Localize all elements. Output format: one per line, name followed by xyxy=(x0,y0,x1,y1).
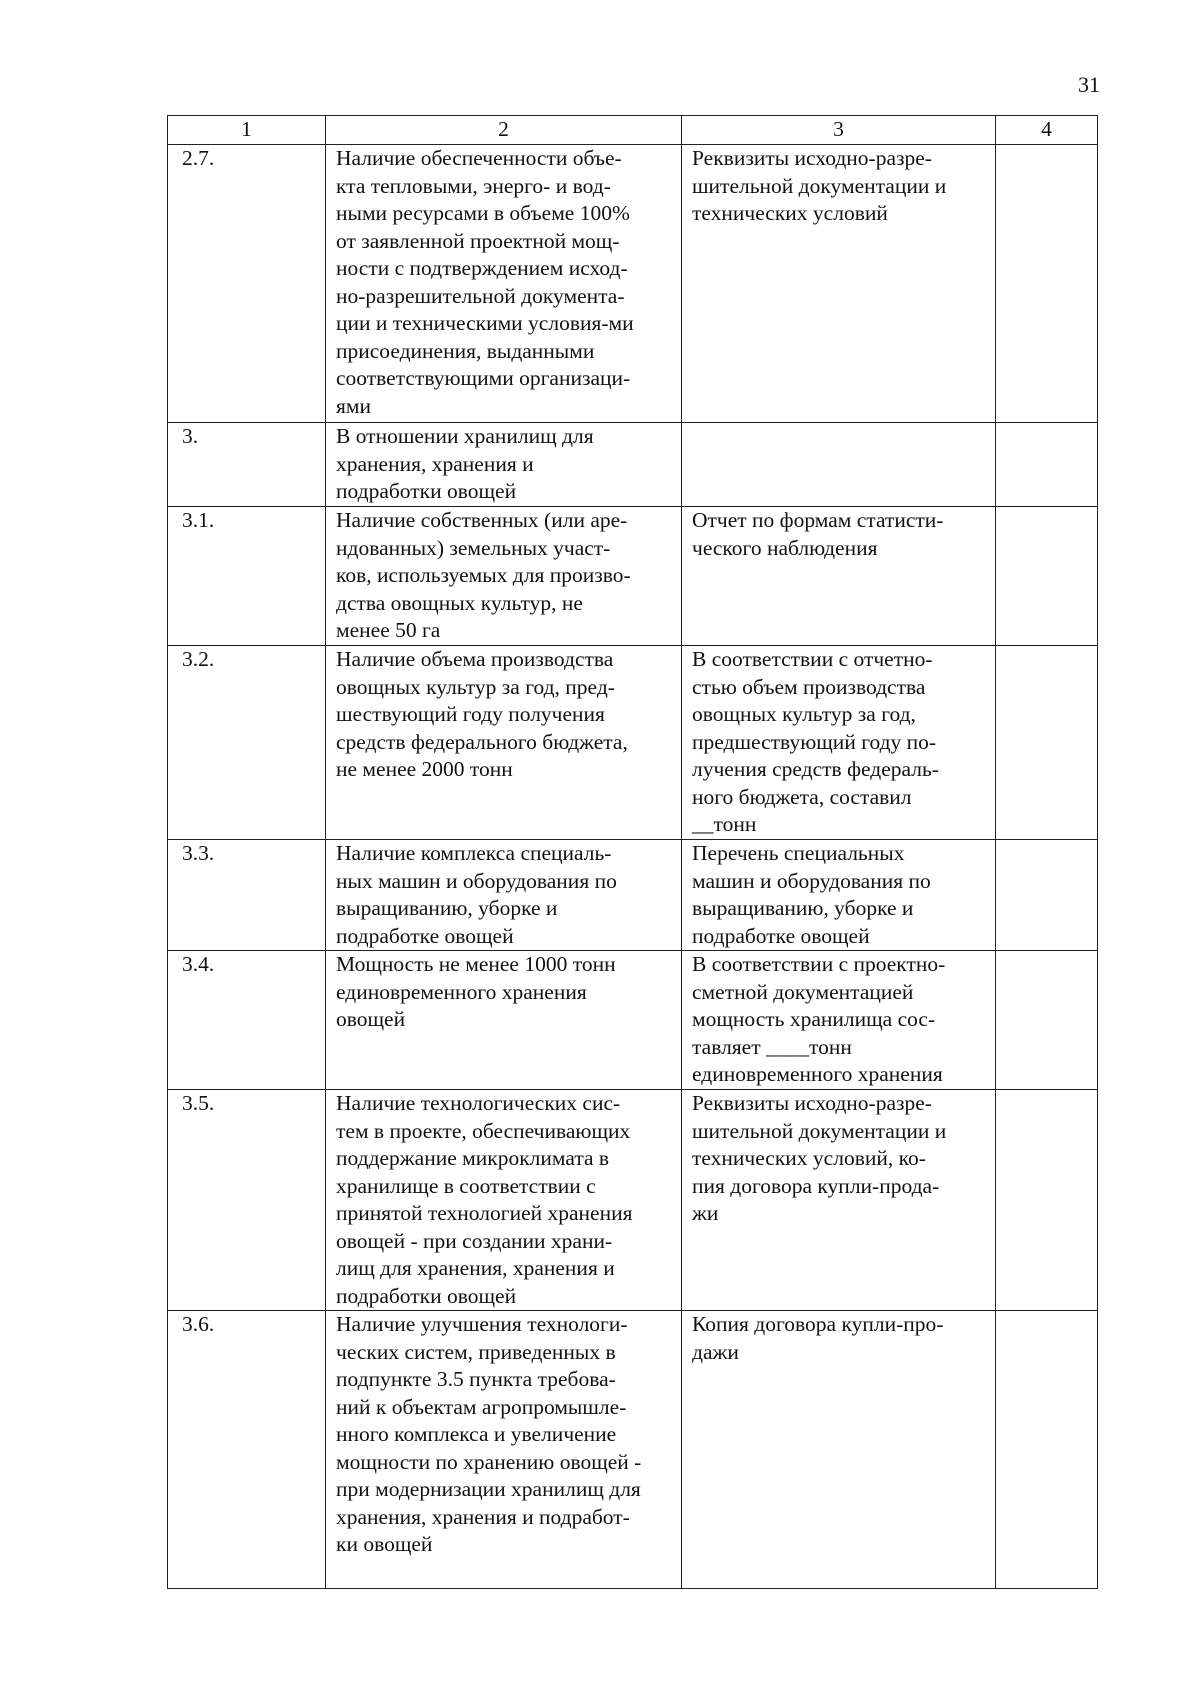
column-4-cell xyxy=(996,423,1098,507)
table-row xyxy=(168,145,1098,423)
table-row xyxy=(168,951,1098,1090)
table-row xyxy=(168,1311,1098,1589)
column-header-4: 4 xyxy=(996,116,1098,145)
column-header-2: 2 xyxy=(326,116,682,145)
table-header-row xyxy=(168,116,1098,145)
column-4-cell xyxy=(996,646,1098,840)
confirmation-cell: Копия договора купли-про- дажи xyxy=(682,1311,996,1589)
column-4-cell xyxy=(996,145,1098,423)
row-number: 3.5. xyxy=(168,1090,326,1311)
column-4-cell xyxy=(996,1311,1098,1589)
requirement-cell: Наличие объема производства овощных культур за год, пред- шествующий году получения средств федерального бюджета, не менее 2000 тонн xyxy=(326,646,682,840)
table-row xyxy=(168,840,1098,951)
confirmation-cell: Перечень специальных машин и оборудования по выращиванию, уборке и подработке овощей xyxy=(682,840,996,951)
row-number: 3.1. xyxy=(168,507,326,646)
column-4-cell xyxy=(996,840,1098,951)
requirement-cell: Наличие улучшения технологи- ческих систем, приведенных в подпункте 3.5 пункта требова- ний к объектам агропромышле- нного комплекса и увеличение мощности по хранению овощей - при модернизации хранилищ для хранения, хранения и подработ- ки овощей xyxy=(326,1311,682,1589)
column-4-cell xyxy=(996,507,1098,646)
table-row xyxy=(168,1090,1098,1311)
confirmation-cell: Отчет по формам статисти- ческого наблюдения xyxy=(682,507,996,646)
requirement-cell: Наличие технологических сис- тем в проекте, обеспечивающих поддержание микроклимата в хранилище в соответствии с принятой технологией хранения овощей - при создании храни- лищ для хранения, хранения и подработки овощей xyxy=(326,1090,682,1311)
column-4-cell xyxy=(996,951,1098,1090)
requirement-cell: Наличие комплекса специаль- ных машин и оборудования по выращиванию, уборке и подработке овощей xyxy=(326,840,682,951)
row-number: 3.2. xyxy=(168,646,326,840)
column-header-1: 1 xyxy=(168,116,326,145)
table-row xyxy=(168,646,1098,840)
requirements-table xyxy=(167,115,1098,1589)
row-number: 3.6. xyxy=(168,1311,326,1589)
row-number: 2.7. xyxy=(168,145,326,423)
row-number: 3.3. xyxy=(168,840,326,951)
row-number: 3.4. xyxy=(168,951,326,1090)
confirmation-cell xyxy=(682,423,996,507)
requirement-cell: Наличие собственных (или аре- ндованных) земельных участ- ков, используемых для произво- дства овощных культур, не менее 50 га xyxy=(326,507,682,646)
table-row xyxy=(168,423,1098,507)
column-4-cell xyxy=(996,1090,1098,1311)
requirement-cell: В отношении хранилищ для хранения, хранения и подработки овощей xyxy=(326,423,682,507)
confirmation-cell: В соответствии с отчетно- стью объем производства овощных культур за год, предшествующий году по- лучения средств федераль- ного бюджета, составил __тонн xyxy=(682,646,996,840)
column-header-3: 3 xyxy=(682,116,996,145)
confirmation-cell: Реквизиты исходно-разре- шительной документации и технических условий, ко- пия договора купли-прода- жи xyxy=(682,1090,996,1311)
page-number: 31 xyxy=(1078,72,1100,97)
confirmation-cell: В соответствии с проектно- сметной документацией мощность хранилища сос- тавляет ____тонн единовременного хранения xyxy=(682,951,996,1090)
requirement-cell: Мощность не менее 1000 тонн единовременного хранения овощей xyxy=(326,951,682,1090)
table-row xyxy=(168,507,1098,646)
requirement-cell: Наличие обеспеченности объе- кта тепловыми, энерго- и вод- ными ресурсами в объеме 100% от заявленной проектной мощ- ности с подтверждением исход- но-разрешительной документа- ции и техническими условия-ми присоединения, выданными соответствующими организаци- ями xyxy=(326,145,682,423)
confirmation-cell: Реквизиты исходно-разре- шительной документации и технических условий xyxy=(682,145,996,423)
row-number: 3. xyxy=(168,423,326,507)
